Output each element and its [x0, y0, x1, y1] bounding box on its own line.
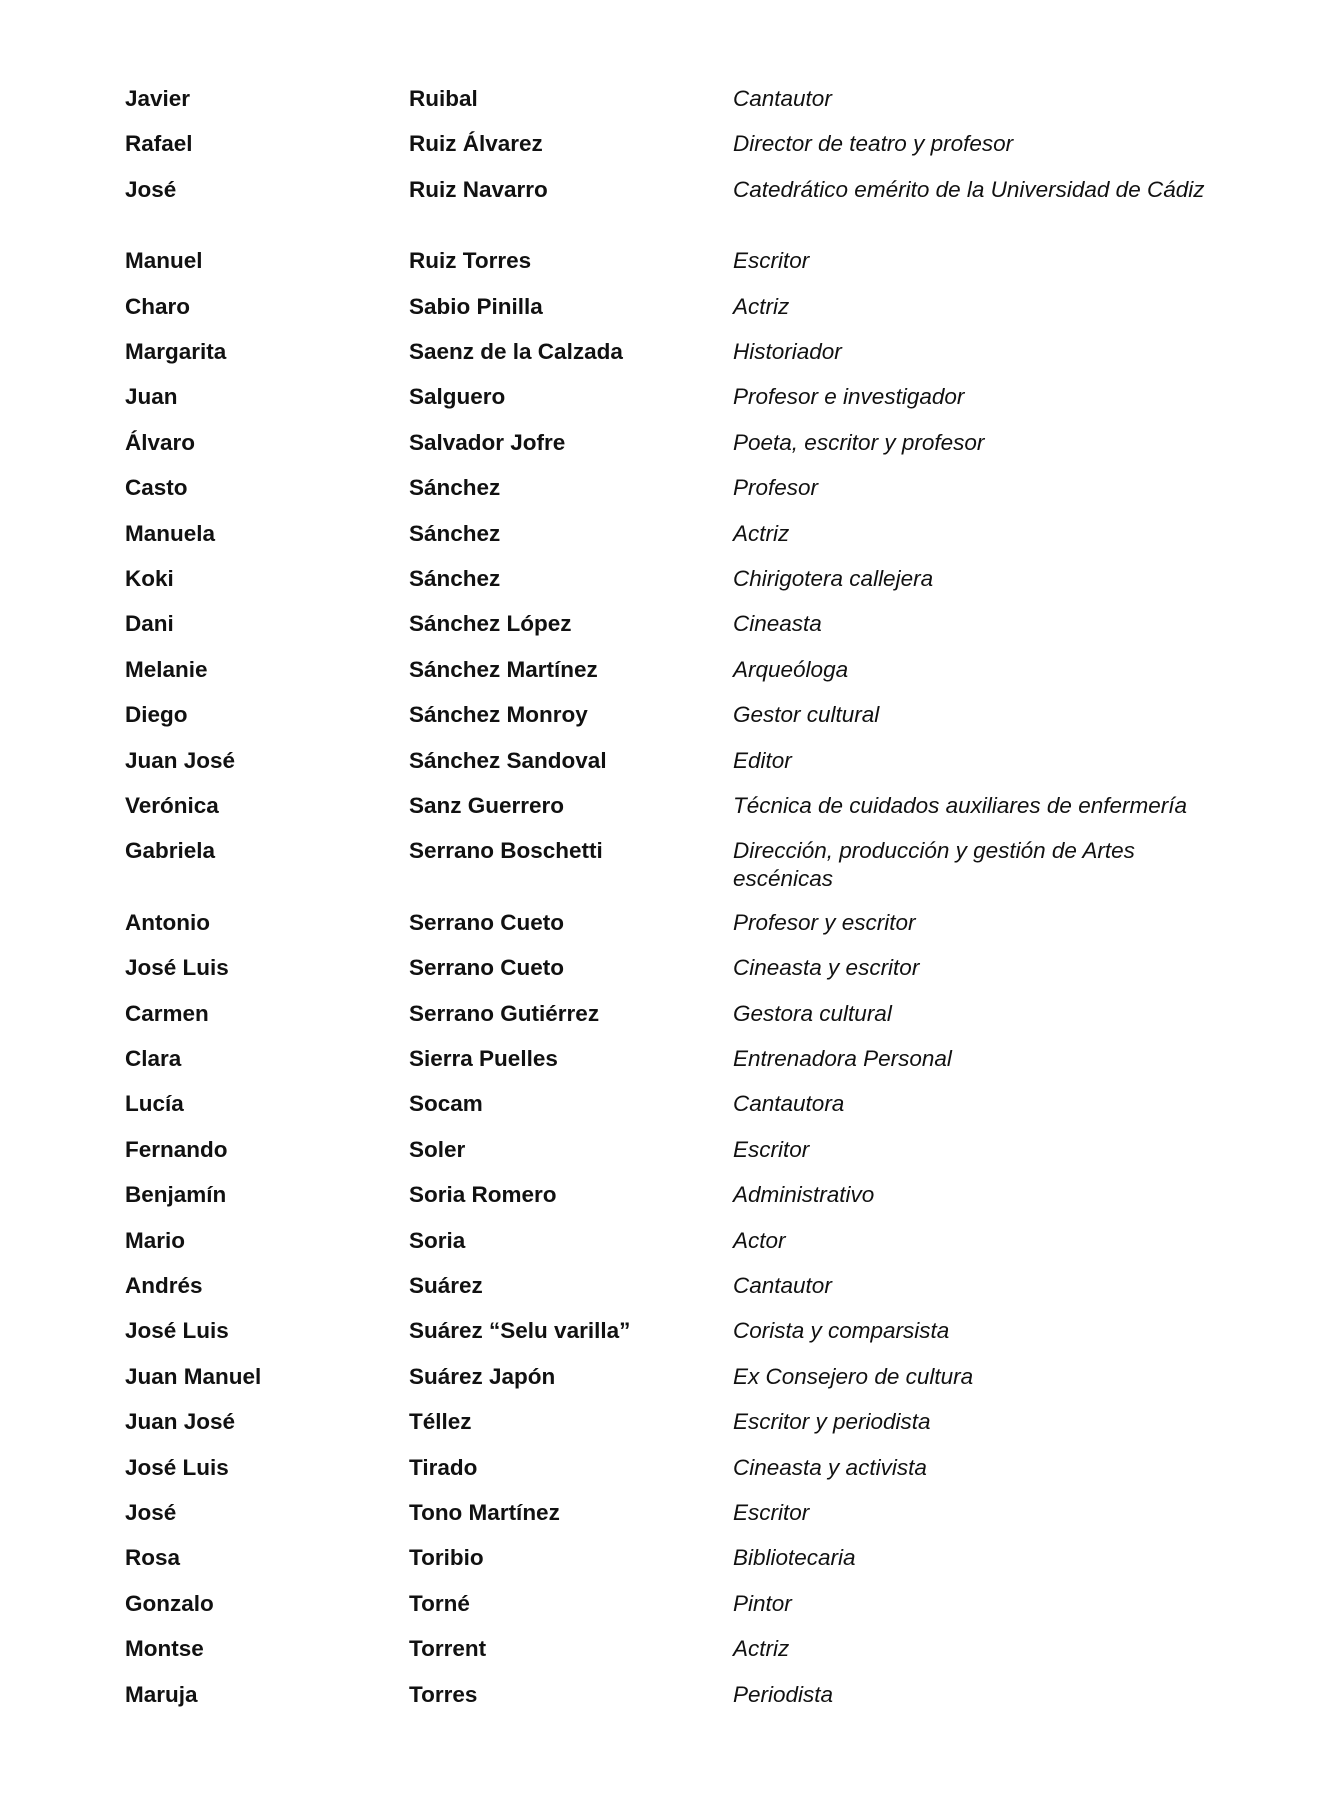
table-row: [125, 565, 1205, 610]
occupation: Cantautora: [733, 1091, 845, 1117]
first-name: Rafael: [125, 131, 193, 157]
last-name: Salvador Jofre: [409, 429, 566, 455]
first-name: Casto: [125, 475, 188, 501]
table-row: [125, 1000, 1205, 1045]
occupation: Administrativo: [733, 1182, 875, 1208]
table-row: [125, 954, 1205, 999]
first-name: Diego: [125, 702, 188, 728]
last-name: Serrano Gutiérrez: [409, 1000, 600, 1026]
occupation: Cantautor: [733, 1272, 832, 1298]
first-name: Verónica: [125, 792, 219, 818]
table-row: [125, 1681, 1205, 1726]
last-name: Ruiz Álvarez: [409, 131, 543, 157]
table-row: [125, 1635, 1205, 1680]
table-row: [125, 1227, 1205, 1272]
occupation: Cineasta y escritor: [733, 955, 920, 981]
occupation: Catedrático emérito de la Universidad de Cádiz: [733, 176, 1205, 202]
first-name: Rosa: [125, 1545, 181, 1571]
last-name: Suárez Japón: [409, 1363, 556, 1389]
table-row: [125, 1363, 1205, 1408]
table-row: [125, 1181, 1205, 1226]
first-name: José Luis: [125, 1454, 229, 1480]
table-row: [125, 1590, 1205, 1635]
occupation: Corista y comparsista: [733, 1318, 950, 1344]
first-name: Dani: [125, 611, 174, 637]
first-name: Maruja: [125, 1681, 198, 1707]
last-name: Sánchez Sandoval: [409, 747, 607, 773]
table-row: [125, 1090, 1205, 1135]
first-name: Charo: [125, 293, 191, 319]
occupation: Gestor cultural: [733, 702, 880, 728]
occupation: Entrenadora Personal: [733, 1046, 952, 1072]
last-name: Soria: [409, 1227, 466, 1253]
table-row: [125, 1045, 1205, 1090]
last-name: Sánchez López: [409, 611, 572, 637]
occupation: Profesor: [733, 475, 819, 501]
occupation: Escritor y periodista: [733, 1409, 931, 1435]
occupation: Dirección, producción y gestión de Artes escénicas: [733, 838, 1135, 891]
first-name: José: [125, 1499, 177, 1525]
last-name: Sánchez Martínez: [409, 656, 598, 682]
last-name: Torres: [409, 1681, 478, 1707]
last-name: Toribio: [409, 1545, 484, 1571]
last-name: Sabio Pinilla: [409, 293, 543, 319]
occupation: Poeta, escritor y profesor: [733, 429, 985, 455]
last-name: Torné: [409, 1590, 470, 1616]
occupation: Profesor e investigador: [733, 384, 965, 410]
last-name: Sanz Guerrero: [409, 792, 565, 818]
occupation: Cineasta: [733, 611, 822, 637]
first-name: Juan: [125, 384, 178, 410]
occupation: Actriz: [733, 293, 790, 319]
last-name: Socam: [409, 1091, 483, 1117]
first-name: Carmen: [125, 1000, 209, 1026]
table-row: [125, 1544, 1205, 1589]
first-name: Fernando: [125, 1136, 228, 1162]
occupation: Actor: [733, 1227, 786, 1253]
first-name: Juan José: [125, 1409, 236, 1435]
last-name: Suárez: [409, 1272, 483, 1298]
occupation: Periodista: [733, 1681, 834, 1707]
first-name: José: [125, 176, 177, 202]
table-row: [125, 610, 1205, 655]
last-name: Sierra Puelles: [409, 1046, 558, 1072]
occupation: Actriz: [733, 1636, 790, 1662]
occupation: Escritor: [733, 248, 810, 274]
table-row: [125, 1499, 1205, 1544]
table-row: [125, 338, 1205, 383]
occupation: Gestora cultural: [733, 1000, 892, 1026]
occupation: Escritor: [733, 1136, 810, 1162]
first-name: Antonio: [125, 909, 210, 935]
table-row: [125, 1408, 1205, 1453]
last-name: Soria Romero: [409, 1182, 557, 1208]
occupation: Historiador: [733, 339, 842, 365]
table-row: [125, 474, 1205, 519]
table-row: [125, 1272, 1205, 1317]
last-name: Sánchez Monroy: [409, 702, 588, 728]
first-name: Gabriela: [125, 838, 216, 864]
occupation: Actriz: [733, 520, 790, 546]
first-name: Clara: [125, 1046, 182, 1072]
last-name: Ruibal: [409, 86, 478, 111]
table-row: [125, 520, 1205, 565]
table-row: [125, 837, 1205, 909]
last-name: Téllez: [409, 1409, 472, 1435]
table-row: [125, 656, 1205, 701]
table-row: [125, 792, 1205, 837]
table-row: [125, 176, 1205, 248]
first-name: Juan Manuel: [125, 1363, 262, 1389]
occupation: Técnica de cuidados auxiliares de enfermería: [733, 792, 1187, 818]
table-row: [125, 429, 1205, 474]
last-name: Suárez “Selu varilla”: [409, 1318, 631, 1344]
table-row: [125, 85, 1205, 130]
occupation: Bibliotecaria: [733, 1545, 856, 1571]
first-name: Margarita: [125, 339, 227, 365]
last-name: Serrano Cueto: [409, 909, 565, 935]
last-name: Salguero: [409, 384, 506, 410]
occupation: Director de teatro y profesor: [733, 131, 1014, 157]
first-name: Álvaro: [125, 429, 196, 455]
last-name: Ruiz Torres: [409, 248, 532, 274]
occupation: Ex Consejero de cultura: [733, 1363, 974, 1389]
first-name: Juan José: [125, 747, 236, 773]
first-name: José Luis: [125, 955, 229, 981]
last-name: Sánchez: [409, 475, 501, 501]
first-name: Gonzalo: [125, 1590, 214, 1616]
table-row: [125, 1317, 1205, 1362]
last-name: Sánchez: [409, 520, 501, 546]
signatories-table: [125, 85, 1205, 1726]
first-name: Melanie: [125, 656, 208, 682]
last-name: Tono Martínez: [409, 1499, 560, 1525]
first-name: Javier: [125, 86, 191, 111]
occupation: Escritor: [733, 1499, 810, 1525]
table-row: [125, 383, 1205, 428]
occupation: Editor: [733, 747, 792, 773]
first-name: Manuel: [125, 248, 203, 274]
occupation: Pintor: [733, 1590, 792, 1616]
table-row: [125, 247, 1205, 292]
last-name: Sánchez: [409, 566, 501, 592]
occupation: Chirigotera callejera: [733, 566, 934, 592]
table-row: [125, 1454, 1205, 1499]
table-row: [125, 701, 1205, 746]
occupation: Cantautor: [733, 86, 832, 111]
table-row: [125, 747, 1205, 792]
first-name: Mario: [125, 1227, 186, 1253]
last-name: Saenz de la Calzada: [409, 339, 623, 365]
table-row: [125, 130, 1205, 175]
first-name: José Luis: [125, 1318, 229, 1344]
first-name: Montse: [125, 1636, 204, 1662]
first-name: Manuela: [125, 520, 216, 546]
first-name: Andrés: [125, 1272, 203, 1298]
occupation: Arqueóloga: [733, 656, 849, 682]
last-name: Serrano Cueto: [409, 955, 565, 981]
last-name: Ruiz Navarro: [409, 176, 548, 202]
occupation: Profesor y escritor: [733, 909, 916, 935]
first-name: Benjamín: [125, 1182, 227, 1208]
table-row: [125, 293, 1205, 338]
last-name: Soler: [409, 1136, 466, 1162]
occupation: Cineasta y activista: [733, 1454, 927, 1480]
table-row: [125, 1136, 1205, 1181]
table-row: [125, 909, 1205, 954]
first-name: Lucía: [125, 1091, 184, 1117]
last-name: Serrano Boschetti: [409, 838, 603, 864]
last-name: Tirado: [409, 1454, 478, 1480]
first-name: Koki: [125, 566, 174, 592]
last-name: Torrent: [409, 1636, 487, 1662]
